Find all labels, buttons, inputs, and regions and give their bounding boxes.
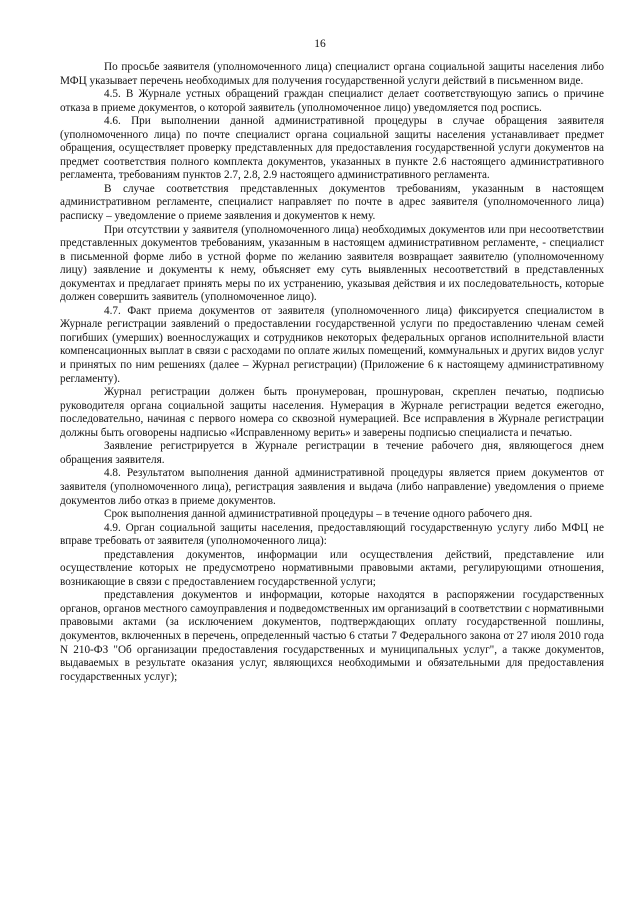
paragraph-journal: Журнал регистрации должен быть пронумерован, прошнурован, скреплен печатью, подписью руководителя органа социальной защиты населения. Нумерация в Журнале регистрации ведется ежегодно, последовательно, начиная с первого номера со сквозной нумерацией. Все исправления в Журнале регистрации должны быть оговорены надписью «Исправленному верить» и заверены подписью специалиста и печатью.	[60, 386, 604, 439]
paragraph-4-9: 4.9. Орган социальной защиты населения, предоставляющий государственную услугу либо МФЦ не вправе требовать от заявителя (уполномоченного лица):	[60, 521, 604, 548]
paragraph-compliance: В случае соответствия представленных документов требованиям, указанным в настоящем административном регламенте, специалист направляет по почте в адрес заявителя (уполномоченного лица) расписку – уведомление о приеме заявления и документов к нему.	[60, 182, 604, 223]
paragraph-request-list: По просьбе заявителя (уполномоченного лица) специалист органа социальной защиты населения либо МФЦ указывает перечень необходимых для получения государственной услуги действий в письменном виде.	[60, 61, 604, 87]
paragraph-documents-actions: представления документов, информации или осуществления действий, представление или осуществление которых не предусмотрено нормативными правовыми актами, регулирующими отношения, возникающие в связи с предоставлением государственной услуги;	[60, 548, 604, 588]
page-number: 16	[314, 38, 326, 50]
paragraph-documents-info: представления документов и информации, которые находятся в распоряжении государственных органов, органов местного самоуправления и подведомственных им организаций в соответствии с нормативными правовыми актами (за исключением документов, подтверждающих оплату государственной пошлины, документов, включенных в перечень, определенный частью 6 статьи 7 Федерального закона от 27 июля 2010 года N 210-ФЗ "Об организации предоставления государственных и муниципальных услуг", а также документов, выдаваемых в результате оказания услуг, являющихся необходимыми и обязательными для предоставления государственных услуг);	[60, 589, 604, 683]
paragraph-4-7: 4.7. Факт приема документов от заявителя (уполномоченного лица) фиксируется специалистом в Журнале регистрации заявлений о предоставлении государственной услуги по предоставлению членам семей погибших (умерших) военнослужащих и сотрудников некоторых федеральных органов исполнительной власти компенсационных выплат в связи с расходами по оплате жилых помещений, коммунальных и других видов услуг и принятых по ним решениях (далее – Журнал регистрации) (Приложение 6 к настоящему административному регламенту).	[60, 304, 604, 385]
paragraph-registration: Заявление регистрируется в Журнале регистрации в течение рабочего дня, являющегося днем обращения заявителя.	[60, 440, 604, 466]
paragraph-4-6: 4.6. При выполнении данной административной процедуры в случае обращения заявителя (уполномоченного лица) по почте специалист органа социальной защиты населения устанавливает предмет обращения, осуществляет проверку представленных для предоставления государственной услуги документов на предмет соответствия полного комплекта документов, указанных в пункте 2.6 настоящего административного регламента, требованиям пунктов 2.7, 2.8, 2.9 настоящего административного регламента.	[60, 115, 604, 182]
paragraph-4-8: 4.8. Результатом выполнения данной административной процедуры является прием документов от заявителя (уполномоченного лица), регистрация заявления и выдача (либо направление) уведомления о приеме документов либо отказ в приеме документов.	[60, 467, 604, 507]
paragraph-4-5: 4.5. В Журнале устных обращений граждан специалист делает соответствующую запись о причине отказа в приеме документов, о которой заявитель (уполномоченное лицо) уведомляется под роспись.	[60, 88, 604, 114]
paragraph-absence: При отсутствии у заявителя (уполномоченного лица) необходимых документов или при несоответствии представленных документов требованиям, указанным в настоящем административном регламенте, - специалист в письменной форме либо в устной форме по желанию заявителя возвращает заявителю (уполномоченному лицу) заявление и документы к нему, объясняет ему суть выявленных несоответствий в представленных документах и предлагает принять меры по их устранению, указывая действия и их последовательность, которые должен совершить заявитель (уполномоченное лицо).	[60, 223, 604, 304]
document-body	[60, 61, 604, 684]
paragraph-deadline: Срок выполнения данной административной процедуры – в течение одного рабочего дня.	[104, 508, 533, 521]
